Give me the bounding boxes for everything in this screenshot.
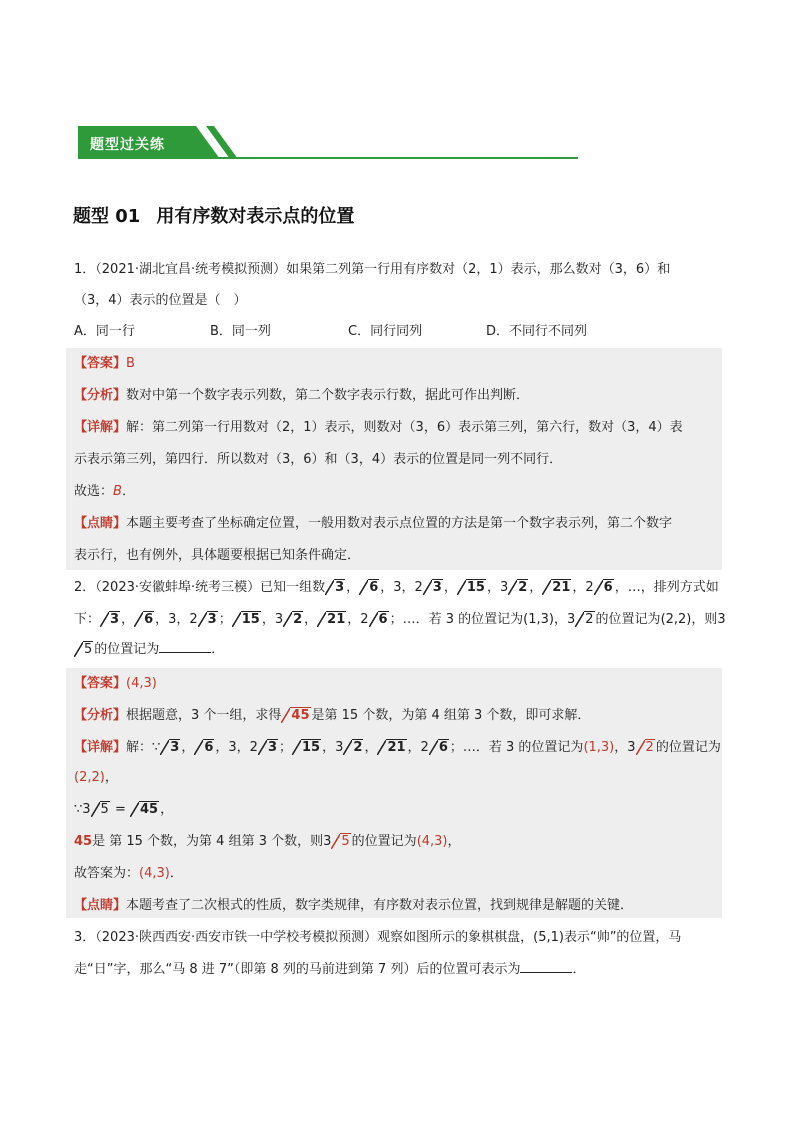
choose-suffix: ．: [121, 484, 135, 499]
analysis-tag: 【分析】: [74, 388, 127, 403]
q3-pos: (5,1): [533, 930, 564, 945]
choose-prefix: 故选：: [74, 484, 114, 499]
q3-stem-line1: 3．（2023·陕西西安·西安市铁一中学校考模拟预测）观察如图所示的象棋棋盘，(5,1)表示“帅”的位置，马: [74, 930, 682, 945]
q3-stem-line2: 走“日”字，那么“马 8 进 7”（即第 8 列的马前进到第 7 列）后的位置可表示为 ．: [74, 962, 586, 977]
detail-text: 解：第二列第一行用数对（2，1）表示，则数对（3，6）表示第三列，第六行，数对（3，4）表: [126, 420, 683, 435]
q2-prefix: 2．（2023·安徽蚌埠·统考三模）已知一组数: [74, 580, 326, 595]
q1-option-a: A．同一行: [74, 324, 135, 339]
q1-detail-line1: [74, 418, 683, 438]
q2-stem-line2: 下： 3 ， 6 ，3，2 3 ； 15 ，3 2 ， 21 ，2 6 ；…．若 3 的位置记为(1,3)，3 2 的位置记为(2,2)，则3: [74, 610, 726, 630]
comment-tag: 【点睛】: [74, 516, 127, 531]
q1-analysis: [74, 386, 529, 406]
answer-tag: 【答案】: [74, 356, 127, 371]
q2-equation: ∵3 5 = 45 ，: [74, 800, 173, 820]
sqrt-21: 21: [542, 578, 571, 598]
q1-comment-line2: 表示行，也有例外，具体题要根据已知条件确定．: [74, 548, 361, 563]
q2-detail-line4: 45是 第 15 个数，为第 4 组第 3 个数，则3 5 的位置记为(4,3)，: [74, 832, 461, 852]
choose-value: B: [113, 484, 122, 499]
q1-comment-line1: [74, 514, 672, 534]
q1-option-c: C．同行同列: [348, 324, 423, 339]
q1-stem-line2: （3，4）表示的位置是（ ）: [74, 293, 247, 308]
comment-text: 本题主要考查了坐标确定位置，一般用数对表示点位置的方法是第一个数字表示列，第二个数字: [126, 516, 673, 531]
answer-blank-q3[interactable]: [520, 960, 572, 973]
section-heading: 用有序数对表示点的位置: [156, 206, 355, 227]
sqrt-6: 6: [359, 578, 379, 598]
q2-pos1: (1,3): [523, 612, 554, 627]
q2-detail-line1: 【详解】解：∵ 3 ， 6 ，3，2 3 ； 15 ，3 2 ， 21 ，2 6 ；…．若 3 的位置记为(1,3)，3 2 的位置记为: [74, 738, 721, 758]
sqrt-6b: 6: [594, 578, 614, 598]
q1-option-b: B．同一列: [210, 324, 271, 339]
banner-label: 题型过关练: [90, 137, 165, 153]
sqrt-3: 3: [325, 578, 345, 598]
detail-tag: 【详解】: [74, 420, 127, 435]
q1-options: [74, 322, 587, 342]
sqrt-3b: 3: [423, 578, 443, 598]
sqrt-2: 2: [508, 578, 528, 598]
analysis-text: 数对中第一个数字表示列数，第二个数字表示行数，据此可作出判断．: [126, 388, 530, 403]
q2-comment: 【点睛】本题考查了二次根式的性质，数字类规律，有序数对表示位置，找到规律是解题的关键．: [74, 898, 634, 913]
q2-pos2: (2,2): [660, 612, 692, 627]
q2-final: 故答案为：(4,3)．: [74, 866, 183, 881]
q2-analysis: 【分析】根据题意，3 个一组，求得 45 是第 15 个数，为第 4 组第 3 个数，即可求解．: [74, 706, 590, 726]
q1-detail-line2: 示表示第三列，第四行．所以数对（3，6）和（3，4）表示的位置是同一列不同行．: [74, 452, 563, 467]
q2-line2-prefix: 下：: [74, 612, 101, 627]
section-label: 题型 01: [73, 206, 141, 227]
section-title: [73, 202, 354, 228]
q2-stem-line1: 2．（2023·安徽蚌埠·统考三模）已知一组数 3 ， 6 ，3，2 3 ， 15 ，3 2 ， 21 ，2 6 ，…，排列方式如: [74, 578, 719, 598]
q2-stem-line3: 5 的位置记为 ．: [74, 640, 224, 660]
q2-detail-line2: (2,2)，: [74, 770, 118, 785]
q2-answer: 【答案】(4,3): [74, 676, 157, 691]
answer-value: B: [126, 356, 135, 371]
q2-seq-tail: …，排列方式如: [627, 580, 719, 595]
q2-answer-value: (4,3): [126, 676, 157, 691]
q1-choose: [74, 482, 135, 502]
q1-answer: [74, 354, 135, 374]
banner-underline: [78, 157, 578, 159]
q1-stem-line1: 1．（2021·湖北宜昌·统考模拟预测）如果第二列第一行用有序数对（2，1）表示，那么数对（3，6）和: [74, 262, 671, 277]
q1-option-d: D．不同行不同列: [486, 324, 588, 339]
sqrt-15: 15: [457, 578, 486, 598]
answer-blank[interactable]: [159, 640, 211, 653]
